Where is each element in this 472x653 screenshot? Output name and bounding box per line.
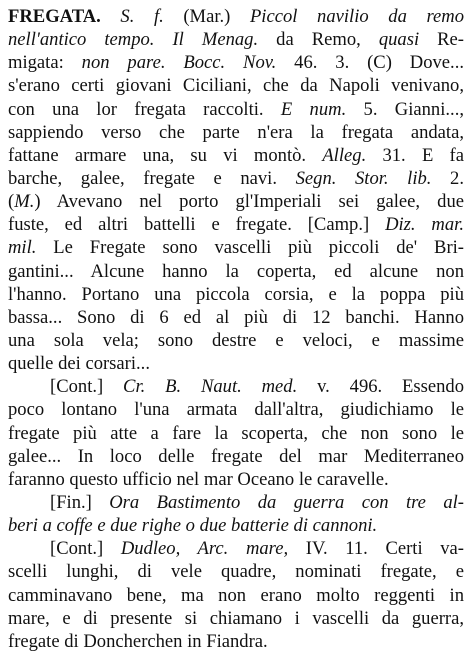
text-line	[8, 630, 464, 653]
text-line	[8, 28, 464, 51]
italic-text: beri a coffe e due righe o due batterie di cannoni.	[8, 515, 378, 537]
text-line	[8, 213, 464, 236]
text-line	[8, 144, 464, 167]
text-segment: s'erano certi giovani Ciciliani, che da Napoli venivano,	[8, 75, 464, 97]
text-segment: mare, e di presente si chiamano i vascelli da guerra,	[8, 607, 464, 629]
text-segment: (Mar.)	[163, 6, 250, 27]
text-segment: camminavano bene, ma non erano molto reggenti in	[8, 584, 464, 606]
text-segment: ) Avevano nel porto gl'Imperiali sei galee, due	[34, 191, 464, 213]
text-line	[8, 398, 464, 421]
text-segment: barche, galee, fregate e navi.	[8, 167, 296, 189]
dictionary-entry-fregata	[8, 5, 464, 653]
italic-text: Segn. Stor. lib.	[295, 167, 432, 189]
text-segment: quelle dei corsari...	[8, 353, 150, 375]
text-line	[8, 98, 464, 121]
italic-text: non pare. Bocc. Nov.	[81, 52, 277, 74]
text-line	[8, 190, 464, 213]
text-line	[8, 375, 464, 398]
italic-text: Piccol navilio da remo	[249, 6, 464, 27]
text-segment: bassa... Sono di 6 ed al più di 12 banchi. Hanno	[8, 306, 464, 328]
text-line	[8, 422, 464, 445]
italic-text: nell'antico tempo. Il Menag.	[8, 29, 259, 51]
text-line	[8, 283, 464, 306]
text-segment: fregate di Doncherchen in Fiandra.	[8, 630, 268, 652]
text-segment: 31. E fa	[366, 144, 464, 166]
text-line	[8, 468, 464, 491]
italic-text: Alleg.	[322, 144, 367, 166]
text-segment: sappiendo verso che parte n'era la fregata andata,	[8, 121, 464, 143]
text-segment: gantini... Alcune hanno la coperta, ed alcune non	[8, 260, 464, 282]
italic-text: mil.	[8, 237, 37, 259]
text-line	[8, 121, 464, 144]
text-segment: [Fin.]	[50, 491, 110, 513]
text-line	[8, 306, 464, 329]
text-line	[8, 51, 464, 74]
text-segment: [Cont.]	[50, 376, 124, 398]
text-segment: 46. 3. (C) Dove...	[276, 52, 464, 74]
text-segment: da Remo,	[258, 29, 379, 51]
text-line	[8, 236, 464, 259]
text-segment: IV. 11. Certi va-	[288, 538, 464, 560]
text-segment: l'hanno. Portano una piccola corsia, e la poppa più	[8, 283, 464, 305]
text-segment: faranno questo ufficio nel mar Oceano le caravelle.	[8, 468, 389, 490]
italic-text: Ora Bastimento da guerra con tre al-	[109, 491, 464, 513]
text-line	[8, 560, 464, 583]
text-line	[8, 329, 464, 352]
text-line	[8, 74, 464, 97]
text-segment: fuste, ed altri battelli e fregate. [Camp.]	[8, 214, 386, 236]
italic-text: Dudleo, Arc. mare,	[120, 538, 289, 560]
text-segment: Re-	[419, 29, 464, 51]
text-line	[8, 260, 464, 283]
text-line	[8, 5, 464, 28]
text-line	[8, 584, 464, 607]
text-segment: v. 496. Essendo	[297, 376, 464, 398]
text-segment: fattane armare una, su vi montò.	[8, 144, 323, 166]
text-line	[8, 537, 464, 560]
text-segment: (	[8, 191, 15, 213]
text-segment: galee... In loco delle fregate del mar Mediterraneo	[8, 445, 464, 467]
text-segment: 5. Gianni...,	[346, 98, 464, 120]
italic-text: quasi	[378, 29, 420, 51]
text-line	[8, 607, 464, 630]
text-line	[8, 514, 464, 537]
italic-text: Cr. B. Naut. med.	[123, 376, 298, 398]
italic-text: M.	[14, 191, 35, 213]
text-line	[8, 167, 464, 190]
text-line	[8, 445, 464, 468]
text-segment: migata:	[8, 52, 82, 74]
text-segment: [Cont.]	[50, 538, 121, 560]
text-segment: 2.	[431, 167, 464, 189]
text-segment: con una lor fregata raccolti.	[8, 98, 281, 120]
text-segment: scelli lunghi, di vele quadre, nominati fregate, e	[8, 561, 464, 583]
headword: FREGATA.	[8, 6, 101, 27]
text-segment: fregate più atte a fare la scoperta, che non sono le	[8, 422, 464, 444]
text-segment: una sola vela; sono destre e veloci, e massime	[8, 329, 464, 351]
text-line	[8, 352, 464, 375]
text-segment: Le Fregate sono vascelli più piccoli de' Bri-	[36, 237, 464, 259]
italic-text: S. f.	[120, 6, 164, 27]
text-segment: poco lontano l'una armata dall'altra, giudichiamo le	[8, 399, 464, 421]
italic-text: E num.	[280, 98, 347, 120]
italic-text: Diz. mar.	[385, 214, 464, 236]
text-line	[8, 491, 464, 514]
text-segment	[101, 6, 121, 27]
